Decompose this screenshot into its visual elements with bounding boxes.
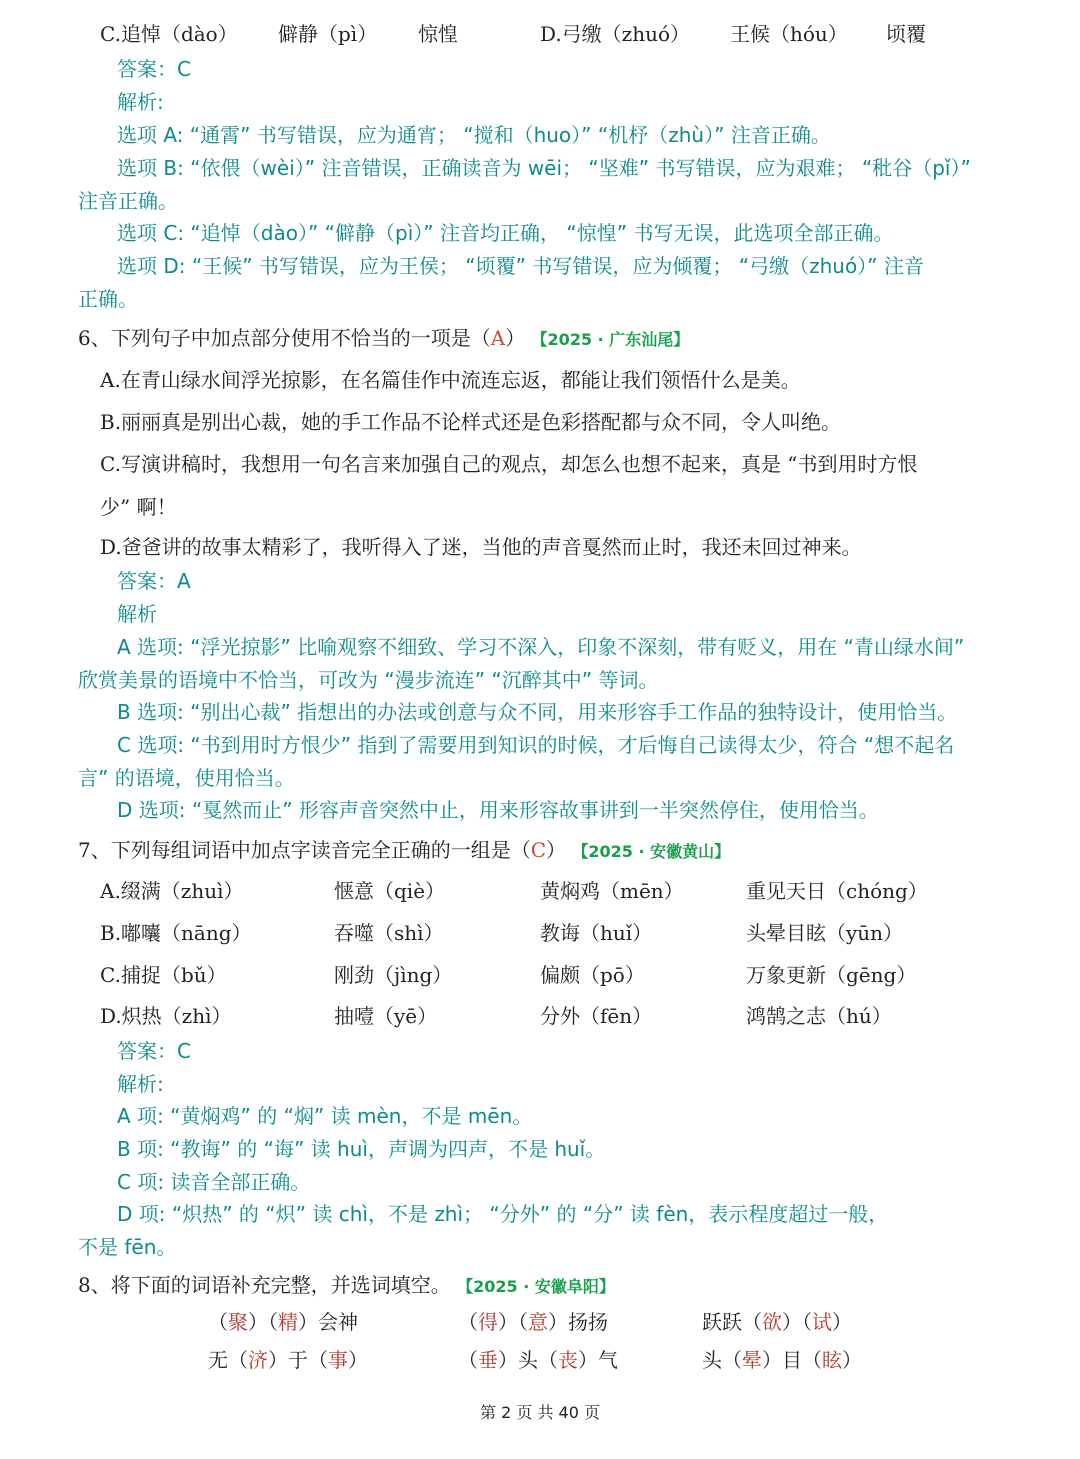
q5-analysis-b: 选项 B: “依偎（wèi）” 注音错误，正确读音为 wēi； “坚难” 书写错误，应为艰难； “秕谷（pǐ）” [117,156,971,180]
q6-stem [78,324,689,354]
q8-idiom-text: 头（ [702,1348,742,1372]
q6-option-b: B.丽丽真是别出心裁，她的手工作品不论样式还是色彩搭配都与众不同，令人叫绝。 [100,410,842,434]
q8-fill-char: 事 [328,1348,348,1372]
q7-option-row [100,919,1000,947]
q6-stem-close: ） [505,326,526,350]
q6-option-c-cont: 少” 啊！ [100,495,177,519]
q8-idiom-row [208,1346,908,1374]
q6-option-a: A.在青山绿水间浮光掠影，在名篇佳作中流连忘返，都能让我们领悟什么是美。 [100,368,801,392]
q7-stem-answer: C [530,838,547,862]
q6-analysis-a: A 选项: “浮光掠影” 比喻观察不细致、学习不深入，印象不深刻，带有贬义，用在 “青山绿水间” [117,635,965,659]
q7-option-row [100,961,1000,989]
q8-fill-char: 意 [528,1310,548,1334]
q8-idiom-text: 无（ [208,1348,248,1372]
q8-idiom-text: （ [208,1310,228,1334]
q5-analysis-d: 选项 D: “王候” 书写错误，应为王侯； “顷覆” 书写错误，应为倾覆； “弓缴（zhuó）” 注音 [117,254,924,278]
q6-option-d: D.爸爸讲的故事太精彩了，我听得入了迷，当他的声音戛然而止时，我还未回过神来。 [100,535,862,559]
q8-fill-char: 济 [248,1348,268,1372]
q7-cell: 万象更新（gēng） [746,963,917,987]
q8-idiom-text: ）（ [498,1310,528,1334]
q7-cell: 吞噬（shì） [334,921,444,945]
q7-cell: D.炽热（zhì） [100,1004,232,1028]
q7-analysis-d: D 项: “炽热” 的 “炽” 读 chì，不是 zhì； “分外” 的 “分” 读 fèn，表示程度超过一般， [117,1202,889,1226]
q7-cell: 抽噎（yē） [334,1004,438,1028]
q6-analysis-d: D 选项: “戛然而止” 形容声音突然中止，用来形容故事讲到一半突然停住，使用恰当。 [117,798,879,822]
q8-idiom-text: ）扬扬 [548,1310,608,1334]
q7-cell: 惬意（qiè） [334,879,446,903]
q7-cell: 重见天日（chóng） [746,879,928,903]
q7-cell: B.嘟囔（nāng） [100,921,252,945]
q6-analysis-b: B 选项: “别出心裁” 指想出的办法或创意与众不同，用来形容手工作品的独特设计，使用恰当。 [117,700,958,724]
q5-opt: C.追悼（dào） [100,22,238,46]
q8-idiom-text: （ [458,1348,478,1372]
q5-analysis-a: 选项 A: “通霄” 书写错误，应为通宵； “搅和（huo）” “机杼（zhù）” 注音正确。 [117,123,831,147]
q5-analysis-c: 选项 C: “追悼（dào）” “僻静（pì）” 注音均正确， “惊惶” 书写无误，此选项全部正确。 [117,221,894,245]
q6-analysis-label: 解析 [117,602,157,626]
q7-analysis-a: A 项: “黄焖鸡” 的 “焖” 读 mèn，不是 mēn。 [117,1104,533,1128]
q7-source-tag: 【2025 · 安徽黄山】 [572,842,731,861]
q7-cell: 偏颇（pō） [540,963,645,987]
q7-cell: A.缀满（zhuì） [100,879,244,903]
q7-analysis-label: 解析: [117,1072,164,1096]
q8-fill-char: 丧 [558,1348,578,1372]
q8-idiom-text: ）（ [248,1310,278,1334]
q8-idiom [458,1308,608,1336]
q8-idiom-text: ）目（ [762,1348,822,1372]
q6-analysis-c-cont: 言” 的语境，使用恰当。 [78,766,295,790]
q8-stem-text: 8、将下面的词语补充完整，并选词填空。 [78,1273,451,1297]
q8-idiom-text: ） [348,1348,368,1372]
q8-idiom-text: ）于（ [268,1348,328,1372]
q7-cell: 黄焖鸡（mēn） [540,879,684,903]
q6-stem-text: 6、下列句子中加点部分使用不恰当的一项是（ [78,326,491,350]
q5-option-c-d-row [100,20,1060,48]
q7-answer: 答案：C [117,1039,191,1063]
q8-fill-char: 眩 [822,1348,842,1372]
page-number: 第 2 页 共 40 页 [480,1403,600,1422]
q8-idiom-text: ）气 [578,1348,618,1372]
q6-analysis-c: C 选项: “书到用时方恨少” 指到了需要用到知识的时候，才后悔自己读得太少，符合 “想不起名 [117,733,955,757]
q8-idiom [208,1346,368,1374]
q7-analysis-c: C 项: 读音全部正确。 [117,1170,311,1194]
q8-idiom-text: ）会神 [298,1310,358,1334]
q7-cell: C.捕捉（bǔ） [100,963,227,987]
q5-analysis-label: 解析: [117,90,164,114]
q5-opt: 王候（hóu） [730,22,848,46]
q7-option-row [100,1002,1000,1030]
q8-idiom-text: ）头（ [498,1348,558,1372]
q8-idiom [702,1346,862,1374]
q8-idiom [208,1308,358,1336]
q8-idiom-text: ） [842,1348,862,1372]
q8-idiom-row [208,1308,908,1336]
q6-analysis-a-cont: 欣赏美景的语境中不恰当，可改为 “漫步流连” “沉醉其中” 等词。 [78,668,659,692]
q8-idiom-text: 跃跃（ [702,1310,762,1334]
q8-idiom [458,1346,618,1374]
q5-opt: 惊惶 [418,22,458,46]
q5-analysis-b-cont: 注音正确。 [78,189,178,213]
q7-cell: 教诲（huǐ） [540,921,653,945]
q7-option-row [100,877,1000,905]
q8-idiom-text: ） [832,1310,852,1334]
q7-cell: 分外（fēn） [540,1004,653,1028]
q8-fill-char: 得 [478,1310,498,1334]
q8-stem [78,1271,615,1301]
q7-stem-text: 7、下列每组词语中加点字读音完全正确的一组是（ [78,838,531,862]
q5-analysis-d-cont: 正确。 [78,287,138,311]
q7-cell: 头晕目眩（yūn） [746,921,904,945]
q7-stem-close: ） [546,838,567,862]
q7-stem [78,836,730,866]
q8-idiom-text: （ [458,1310,478,1334]
q5-opt: 僻静（pì） [278,22,378,46]
q5-opt: D.弓缴（zhuó） [540,22,691,46]
q6-option-c: C.写演讲稿时，我想用一句名言来加强自己的观点，却怎么也想不起来，真是 “书到用时方恨 [100,452,918,476]
q7-analysis-b: B 项: “教诲” 的 “诲” 读 huì，声调为四声，不是 huǐ。 [117,1137,606,1161]
q8-idiom-text: ）（ [782,1310,812,1334]
q8-fill-char: 聚 [228,1310,248,1334]
q6-stem-answer: A [490,326,506,350]
q7-analysis-d-cont: 不是 fēn。 [78,1235,177,1259]
q5-opt: 顷覆 [886,22,926,46]
q8-fill-char: 精 [278,1310,298,1334]
q7-cell: 鸿鹄之志（hú） [746,1004,892,1028]
q5-answer: 答案：C [117,57,191,81]
q8-fill-char: 晕 [742,1348,762,1372]
q8-source-tag: 【2025 · 安徽阜阳】 [457,1277,615,1296]
q7-cell: 刚劲（jìng） [334,963,453,987]
q8-idiom [702,1308,852,1336]
q8-fill-char: 垂 [478,1348,498,1372]
q6-source-tag: 【2025 · 广东汕尾】 [531,330,690,349]
q8-fill-char: 欲 [762,1310,782,1334]
q6-answer: 答案：A [117,569,191,593]
q8-fill-char: 试 [812,1310,832,1334]
